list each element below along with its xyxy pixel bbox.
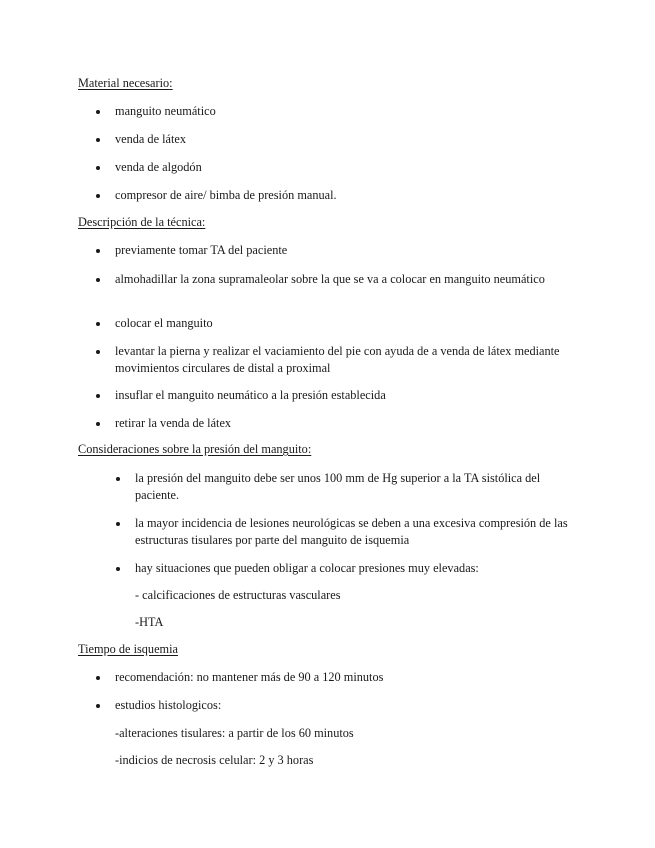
list-item-text: la presión del manguito debe ser unos 100 mm de Hg superior a la TA sistólica del paciente. — [135, 471, 541, 502]
list-item-text: compresor de aire/ bimba de presión manual. — [115, 188, 337, 202]
heading-material: Material necesario: — [78, 76, 173, 90]
heading-tiempo: Tiempo de isquemia — [78, 642, 178, 656]
list-item-text: estudios histologicos: — [115, 698, 222, 712]
heading-material-text: Material necesario — [78, 76, 170, 90]
note-line: -HTA — [135, 615, 164, 629]
bullet-icon — [96, 249, 100, 253]
list-item — [115, 669, 575, 686]
bullet-icon — [96, 422, 100, 426]
bullet-icon — [96, 394, 100, 398]
list-item — [115, 271, 575, 288]
bullet-icon — [96, 278, 100, 282]
list-item — [115, 387, 575, 404]
list-item-text: retirar la venda de látex — [115, 416, 232, 430]
list-item — [115, 131, 575, 148]
heading-consideraciones-text: Consideraciones sobre la presión del manguito — [78, 442, 308, 456]
list-item-text: la mayor incidencia de lesiones neurológicas se deben a una excesiva compresión de las estructuras tisulares por parte del manguito de isquemia — [135, 516, 568, 547]
heading-descripcion: Descripción de la técnica: — [78, 215, 206, 229]
note-line: -alteraciones tisulares: a partir de los 60 minutos — [115, 726, 354, 740]
list-item-text: recomendación: no mantener más de 90 a 120 minutos — [115, 670, 384, 684]
list-item-text: insuflar el manguito neumático a la presión establecida — [115, 388, 386, 402]
list-item — [135, 515, 585, 549]
bullet-icon — [96, 194, 100, 198]
list-item-text: almohadillar la zona supramaleolar sobre la que se va a colocar en manguito neumático — [115, 272, 545, 286]
list-item-text: manguito neumático — [115, 104, 216, 118]
list-item — [115, 697, 575, 714]
bullet-icon — [116, 522, 120, 526]
list-item — [115, 242, 575, 259]
bullet-icon — [96, 676, 100, 680]
list-item — [115, 103, 575, 120]
heading-consideraciones: Consideraciones sobre la presión del manguito: — [78, 442, 312, 456]
list-item-text: levantar la pierna y realizar el vaciamiento del pie con ayuda de a venda de látex mediante movimientos circulares de distal a proximal — [115, 344, 560, 375]
list-item — [115, 315, 575, 332]
note-line: - calcificaciones de estructuras vasculares — [135, 588, 341, 602]
bullet-icon — [96, 138, 100, 142]
list-item-text: hay situaciones que pueden obligar a colocar presiones muy elevadas: — [135, 561, 479, 575]
list-item — [115, 187, 575, 204]
bullet-icon — [116, 477, 120, 481]
list-item — [135, 470, 585, 504]
list-item — [115, 343, 575, 377]
note-line: -indicios de necrosis celular: 2 y 3 horas — [115, 753, 314, 767]
list-item-text: previamente tomar TA del paciente — [115, 243, 288, 257]
bullet-icon — [96, 350, 100, 354]
list-item-text: venda de algodón — [115, 160, 202, 174]
bullet-icon — [96, 704, 100, 708]
bullet-icon — [96, 110, 100, 114]
list-item — [115, 415, 575, 432]
bullet-icon — [96, 322, 100, 326]
bullet-icon — [116, 567, 120, 571]
list-item — [115, 159, 575, 176]
list-item — [135, 560, 585, 577]
list-item-text: venda de látex — [115, 132, 187, 146]
list-item-text: colocar el manguito — [115, 316, 213, 330]
bullet-icon — [96, 166, 100, 170]
